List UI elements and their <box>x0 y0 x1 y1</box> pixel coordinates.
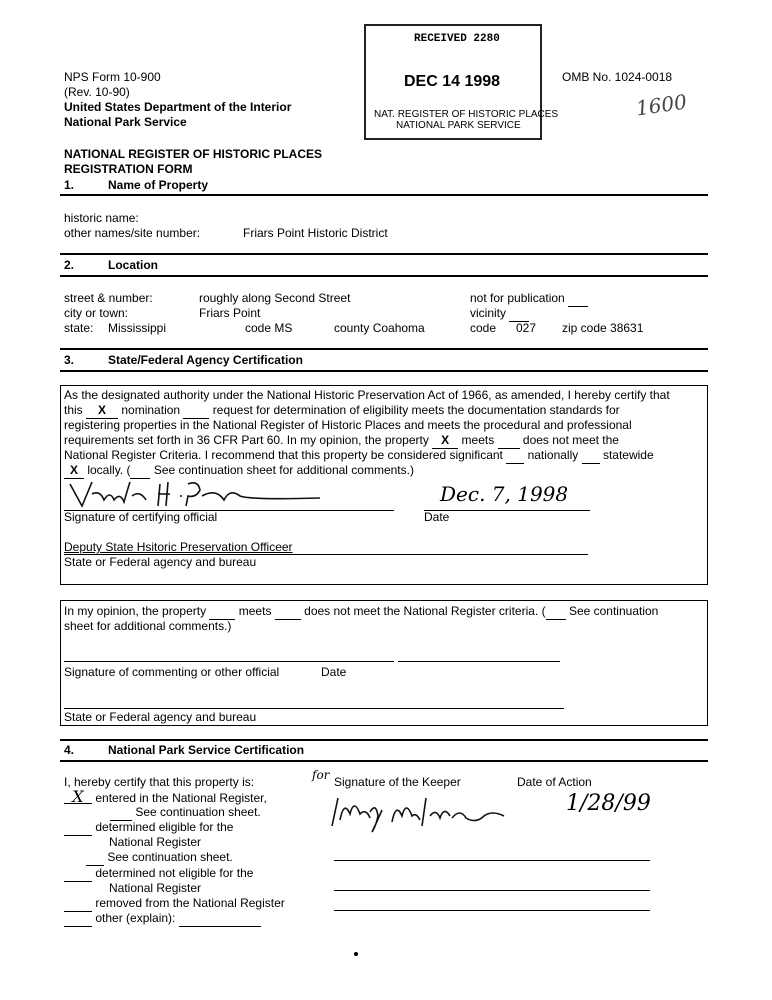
locally-mark: X <box>64 463 84 479</box>
commenting-signature-label: Signature of commenting or other official <box>64 665 280 679</box>
vicinity-label: vicinity <box>470 306 529 322</box>
other-names-value: Friars Point Historic District <box>243 226 388 240</box>
county-value: county Coahoma <box>334 321 425 335</box>
see-continuation-1: See continuation sheet. <box>110 805 261 821</box>
form-title: NATIONAL REGISTER OF HISTORIC PLACES <box>64 147 323 161</box>
certification-date: Dec. 7, 1998 <box>440 482 569 506</box>
keeper-intro: I, hereby certify that this property is: <box>64 775 255 789</box>
for-annotation: for <box>312 768 330 782</box>
not-eligible-option-line2: National Register <box>109 881 202 895</box>
section-4-rule <box>60 760 708 762</box>
form-subtitle: REGISTRATION FORM <box>64 162 193 176</box>
date-of-action: 1/28/99 <box>566 791 651 816</box>
opinion-agency-label: State or Federal agency and bureau <box>64 710 257 724</box>
meets-mark: X <box>432 433 458 449</box>
commenting-date-label: Date <box>321 665 347 679</box>
street-value: roughly along Second Street <box>199 291 351 305</box>
agency-label: State or Federal agency and bureau <box>64 555 257 569</box>
section-2-title: Location <box>108 258 158 272</box>
street-label: street & number: <box>64 291 153 305</box>
opinion-line-2: sheet for additional comments.) <box>64 619 232 633</box>
cert-line-6: X locally. ( See continuation sheet for additional comments.) <box>64 463 414 479</box>
stamp-line1: NAT. REGISTER OF HISTORIC PLACES <box>374 109 559 120</box>
section-1-number: 1. <box>64 178 75 192</box>
divider <box>60 348 708 350</box>
eligible-option-line2: National Register <box>109 835 202 849</box>
other-names-label: other names/site number: <box>64 226 201 240</box>
eligible-option: determined eligible for the <box>64 820 233 836</box>
agency-line <box>64 708 564 709</box>
date-of-action-label: Date of Action <box>517 775 592 789</box>
divider <box>60 739 708 741</box>
divider <box>60 253 708 255</box>
form-number: NPS Form 10-900 <box>64 70 161 84</box>
not-eligible-option: determined not eligible for the <box>64 866 253 882</box>
signature-line <box>64 661 394 662</box>
county-code-value: 027 <box>516 321 537 335</box>
zip-code: zip code 38631 <box>562 321 644 335</box>
section-1-rule <box>60 194 708 196</box>
omb-number: OMB No. 1024-0018 <box>562 70 673 84</box>
officer-title: Deputy State Hsitoric Preservation Officeer <box>64 540 293 554</box>
section-3-rule <box>60 370 708 372</box>
form-revision: (Rev. 10-90) <box>64 85 130 99</box>
keeper-signature-label: Signature of the Keeper <box>334 775 461 789</box>
other-option: other (explain): <box>64 911 261 927</box>
section-2-number: 2. <box>64 258 75 272</box>
entered-mark: X <box>64 790 92 804</box>
section-1-title: Name of Property <box>108 178 209 192</box>
handwritten-number: 1600 <box>634 89 689 121</box>
cert-line-5: National Register Criteria. I recommend that this property be considered significant nationally statewide <box>64 448 654 462</box>
department: United States Department of the Interior <box>64 100 292 114</box>
signature-label: Signature of certifying official <box>64 510 218 524</box>
cert-line-3: registering properties in the National Register of Historic Places and meets the procedural and professional <box>64 418 632 432</box>
certifying-signature <box>62 476 322 510</box>
city-value: Friars Point <box>199 306 261 320</box>
stamp-date: DEC 14 1998 <box>404 73 501 90</box>
nomination-mark: X <box>86 403 118 419</box>
cert-line-4: requirements set forth in 36 CFR Part 60. In my opinion, the property X meets does not meet the <box>64 433 619 447</box>
date-line <box>398 661 560 662</box>
state-label: state: <box>64 321 94 335</box>
opinion-line-1: In my opinion, the property meets does not meet the National Register criteria. ( See continuation <box>64 604 659 618</box>
service: National Park Service <box>64 115 187 129</box>
keeper-line <box>334 890 650 891</box>
see-continuation-2: See continuation sheet. <box>86 850 233 866</box>
keeper-signature <box>326 792 536 834</box>
ink-dot <box>354 952 358 956</box>
keeper-line <box>334 910 650 911</box>
cert-line-1: As the designated authority under the National Historic Preservation Act of 1966, as amended, I hereby certify that <box>64 388 670 402</box>
removed-option: removed from the National Register <box>64 896 285 912</box>
not-for-publication-label: not for publication <box>470 291 588 307</box>
stamp-line2: NATIONAL PARK SERVICE <box>396 120 521 131</box>
historic-name-label: historic name: <box>64 211 139 225</box>
received-stamp <box>364 24 559 140</box>
section-4-title: National Park Service Certification <box>108 743 305 757</box>
date-label: Date <box>424 510 450 524</box>
city-label: city or town: <box>64 306 129 320</box>
state-code: code MS <box>245 321 293 335</box>
entered-option: X entered in the National Register, <box>64 790 267 806</box>
section-3-number: 3. <box>64 353 75 367</box>
stamp-received: RECEIVED 2280 <box>414 33 500 45</box>
section-3-title: State/Federal Agency Certification <box>108 353 303 367</box>
cert-line-2: this X nomination request for determination of eligibility meets the documentation standards for <box>64 403 620 417</box>
keeper-line <box>334 860 650 861</box>
state-value: Mississippi <box>108 321 167 335</box>
section-2-rule <box>60 275 708 277</box>
section-4-number: 4. <box>64 743 75 757</box>
county-code-label: code <box>470 321 497 335</box>
